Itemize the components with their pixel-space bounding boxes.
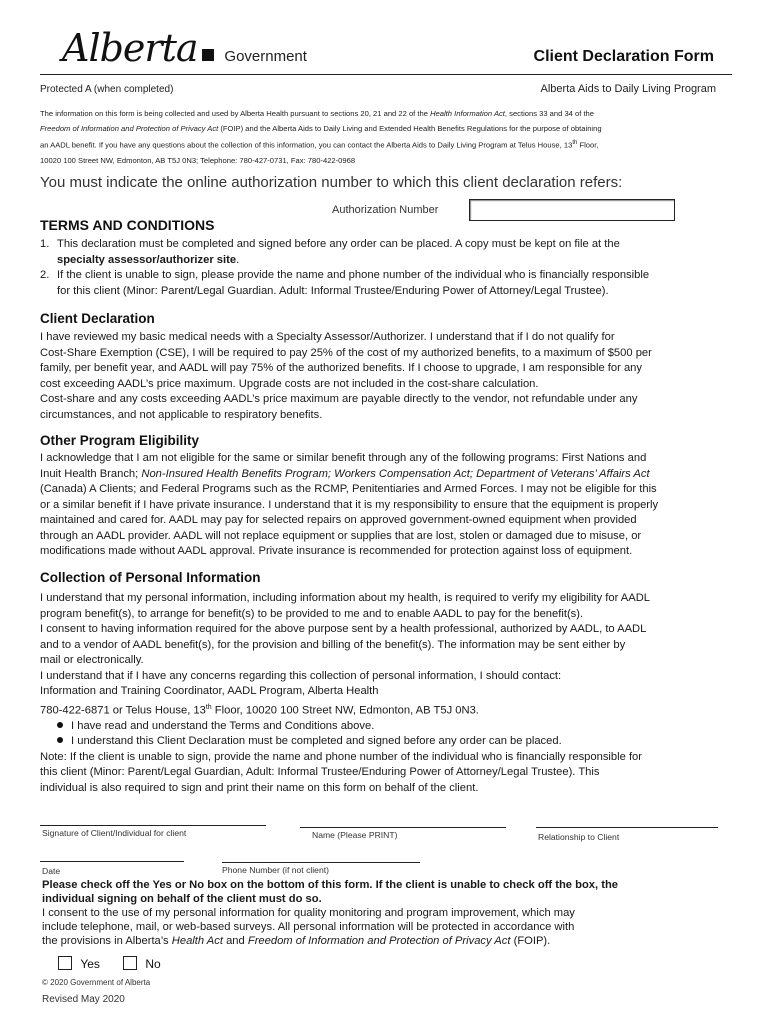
logo-government: Government [224,48,307,65]
phone-label: Phone Number (if not client) [222,865,329,875]
date-label: Date [42,866,61,876]
terms-list: 1. This declaration must be completed and signed before any order can be placed. A copy must be kept on file at the specialty assessor/authorizer site. 2. If the client is unable to sign, please provide the name and phone number of the individual who is financially responsible for this client (Minor: Parent/Legal Guardian. Adult: Informal Trustee/Enduring Power of Attorney/Legal Trustee). [40,237,740,299]
name-label: Name (Please PRINT) [312,830,398,840]
other-eligibility-text: I acknowledge that I am not eligible for the same or similar benefit through any of the following programs: First Nations and Inuit Health Branch; Non-Insured Health Benefits Program; Workers Compensation Act; Department of Veterans’ Affairs Act (Canada) A Clients; and Federal Programs such as the RCMP, Penitentiaries and Armed Forces. I may not be eligible for this or a similar benefit if I have private insurance. I understand that it is my responsibility to ensure that the equipment is properly maintained and cared for. AADL may pay for selected repairs on approved government-owned equipment when provided through an AADL provider. AADL will not replace equipment or supplies that are lost, stolen or damaged due to misuse, or modifications made without AADL approval. Private insurance is recommended for protection against loss of equipment. [40,452,659,557]
consent-section: Please check off the Yes or No box on the bottom of this form. If the client is unable to check off the box, the individual signing on behalf of the client must do so. I consent to the use of my personal information for quality monitoring and program improvement, which may include telephone, mail, or web-based surveys. All personal information will be protected in accordance with the provisions in Alberta’s Health Act and Freedom of Information and Protection of Privacy Act (FOIP). [42,879,619,947]
bullet-declaration-signed: I understand this Client Declaration must be completed and signed before any order can be placed. [40,734,750,750]
auth-label: Authorization Number [332,204,439,216]
client-declaration-heading: Client Declaration [40,311,155,326]
yes-label: Yes [80,957,100,971]
protected-label: Protected A (when completed) [40,84,174,95]
copyright: © 2020 Government of Alberta [42,978,151,987]
bullet-terms-read: I have read and understand the Terms and Conditions above. [40,719,750,735]
alberta-logo [62,26,307,70]
auth-prompt: You must indicate the online authorization number to which this client declaration refers: [40,174,623,191]
relationship-line[interactable] [536,827,718,828]
relationship-label: Relationship to Client [538,832,620,842]
form-title: Client Declaration Form [533,48,714,65]
bullet-icon [57,722,63,728]
terms-item-1: 1. This declaration must be completed and signed before any order can be placed. A copy must be kept on file at the [40,238,620,250]
client-declaration-text: I have reviewed my basic medical needs with a Specialty Assessor/Authorizer. I understand that if I do not qualify for Cost-Share Exemption (CSE), I will be required to pay 25% of the cost of my authorized benefits, to a maximum of $500 per family, per benefit year, and AADL will pay 75% of the authorized benefits. If I choose to upgrade, I am responsible for any cost exceeding AADL’s price maximum. Upgrade costs are not included in the cost-share calculation. Cost-share and any costs exceeding AADL’s price maximum are payable directly to the vendor, not refundable under any circumstances, and not applicable to respiratory benefits. [40,331,652,421]
no-label: No [145,957,161,971]
consent-no-option[interactable] [123,956,161,971]
authorization-number-input[interactable] [469,199,675,221]
phone-line[interactable] [222,862,420,863]
program-name: Alberta Aids to Daily Living Program [540,83,716,95]
logo-mark-icon [202,49,214,61]
date-line[interactable] [40,861,184,862]
yes-checkbox[interactable] [58,956,72,970]
terms-heading: TERMS AND CONDITIONS [40,217,215,233]
header-rule [40,74,732,75]
logo-script: Alberta [62,26,198,70]
consent-yes-option[interactable] [58,956,100,971]
signature-label: Signature of Client/Individual for client [42,828,187,838]
name-line[interactable] [300,827,506,828]
no-checkbox[interactable] [123,956,137,970]
signature-line[interactable] [40,825,266,826]
terms-item-2: 2. If the client is unable to sign, please provide the name and phone number of the individual who is financially responsible [40,269,650,281]
bullet-icon [57,737,63,743]
revised-date: Revised May 2020 [42,994,125,1005]
intro-text: The information on this form is being collected and used by Alberta Health pursuant to sections 20, 21 and 22 of the Health Information Act, sections 33 and 34 of the Freedom of Information and Protection of Privacy Act (FOIP) and the Alberta Aids to Daily Living and Extended Health Benefits Regulations for the purpose of obtaining an AADL benefit. If you have any questions about the collection of this information, you can contact the Alberta Aids to Daily Living Program at Telus House, 13th Floor, 10020 100 Street NW, Edmonton, AB T5J 0N3; Telephone: 780-427-0731, Fax: 780-422-0968 [40,109,602,165]
other-eligibility-heading: Other Program Eligibility [40,433,200,448]
collection-text: I understand that my personal information, including information about my health, is required to verify my eligibility for AADL program benefit(s), to arrange for benefit(s) to be provided to me and to enable AADL to pay for the benefit(s). I consent to having information required for the above purpose sent by a health professional, authorized by AADL, to AADL and to a vendor of AADL benefit(s), for the provision and billing of the benefit(s). The information may be sent either by mail or electronically. I understand that if I have any concerns regarding this collection of personal information, I should contact: Information and Training Coordinator, AADL Program, Alberta Health 780-422-6871 or Telus House, 13th Floor, 10020 100 Street NW, Edmonton, AB T5J 0N3. I have read and understand the Terms and Conditions above. I understand this Client Declaration must be completed and signed before any order can be placed. Note: If the client is unable to sign, provide the name and phone number of the individual who is financially responsible for this client (Minor: Parent/Legal Guardian, Adult: Informal Trustee/Enduring Power of Attorney/Legal Trustee). This individual is also required to sign and print their name on this form on behalf of the client. [40,591,750,796]
collection-heading: Collection of Personal Information [40,570,261,585]
